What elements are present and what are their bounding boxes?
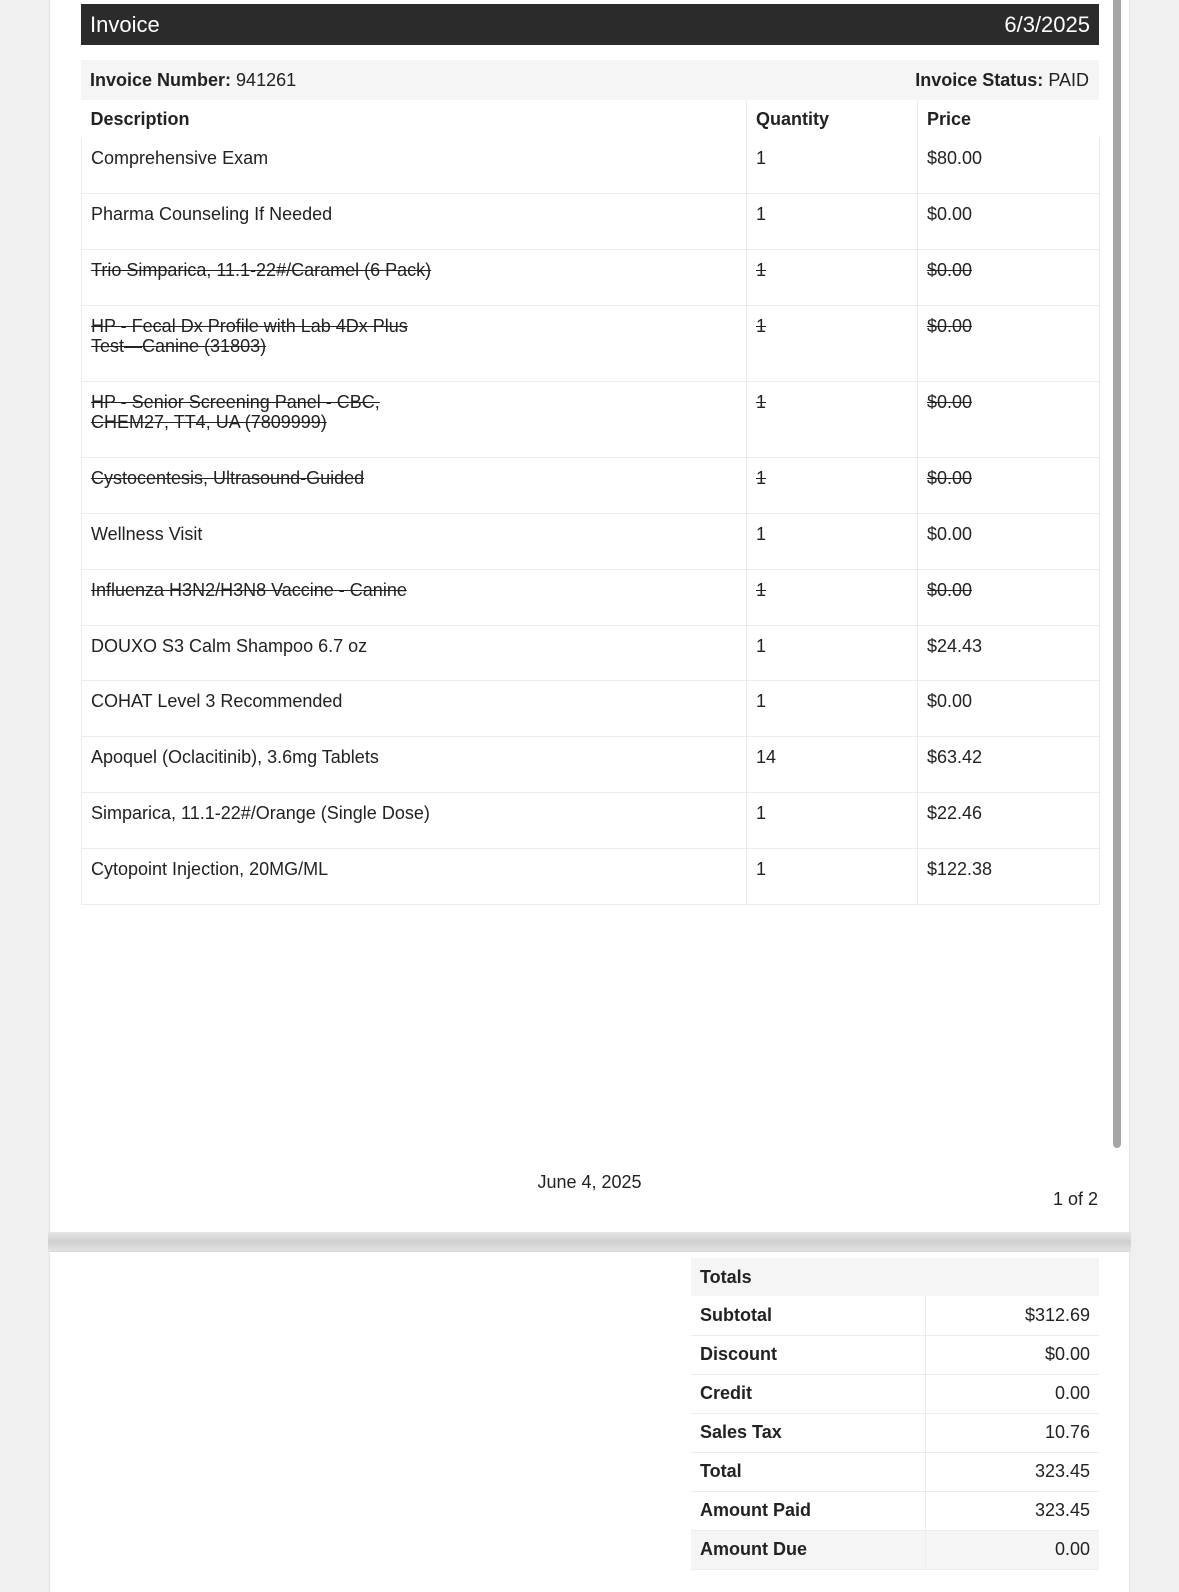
totals-table xyxy=(691,1258,1099,1570)
item-quantity: 14 xyxy=(747,736,918,792)
totals-title: Totals xyxy=(691,1258,1099,1296)
totals-value: 0.00 xyxy=(925,1530,1099,1569)
table-row xyxy=(82,305,1100,381)
table-row xyxy=(82,736,1100,792)
invoice-status-value: PAID xyxy=(1048,69,1089,90)
item-price: $0.00 xyxy=(918,249,1100,305)
item-price: $0.00 xyxy=(918,569,1100,625)
totals-row xyxy=(691,1452,1099,1491)
table-row xyxy=(82,381,1100,457)
item-description: HP - Senior Screening Panel - CBC, CHEM27, TT4, UA (7809999) xyxy=(82,381,747,457)
item-description: Influenza H3N2/H3N8 Vaccine - Canine xyxy=(82,569,747,625)
totals-value: $312.69 xyxy=(925,1296,1099,1335)
item-price: $0.00 xyxy=(918,513,1100,569)
item-price: $63.42 xyxy=(918,736,1100,792)
item-quantity: 1 xyxy=(747,680,918,736)
item-quantity: 1 xyxy=(747,569,918,625)
column-header-description: Description xyxy=(82,100,747,138)
line-items-body xyxy=(82,138,1100,904)
item-description: Cystocentesis, Ultrasound-Guided xyxy=(82,457,747,513)
item-price: $80.00 xyxy=(918,138,1100,193)
totals-row xyxy=(691,1296,1099,1335)
item-quantity: 1 xyxy=(747,249,918,305)
totals-label: Sales Tax xyxy=(691,1413,925,1452)
totals-label: Total xyxy=(691,1452,925,1491)
table-row xyxy=(82,249,1100,305)
page-number: 1 of 2 xyxy=(1052,1189,1098,1209)
invoice-title-bar xyxy=(81,4,1099,45)
totals-value: 0.00 xyxy=(925,1374,1099,1413)
invoice-status-label: Invoice Status: xyxy=(915,69,1044,90)
item-description: Pharma Counseling If Needed xyxy=(82,193,747,249)
item-quantity: 1 xyxy=(747,305,918,381)
totals-label: Amount Due xyxy=(691,1530,925,1569)
totals-row xyxy=(691,1335,1099,1374)
totals-row xyxy=(691,1491,1099,1530)
item-description: COHAT Level 3 Recommended xyxy=(82,680,747,736)
item-quantity: 1 xyxy=(747,457,918,513)
item-price: $122.38 xyxy=(918,848,1100,904)
scrollbar-thumb[interactable] xyxy=(1113,0,1121,1148)
invoice-page-2 xyxy=(50,1252,1129,1592)
totals-header-row xyxy=(691,1258,1099,1296)
totals-label: Credit xyxy=(691,1374,925,1413)
invoice-date: 6/3/2025 xyxy=(1004,11,1090,37)
invoice-info-row xyxy=(81,60,1099,100)
item-price: $0.00 xyxy=(918,193,1100,249)
invoice-status xyxy=(915,70,1089,91)
totals-row xyxy=(691,1374,1099,1413)
item-price: $22.46 xyxy=(918,792,1100,848)
table-header-row xyxy=(82,100,1100,138)
item-quantity: 1 xyxy=(747,381,918,457)
item-description: Simparica, 11.1-22#/Orange (Single Dose) xyxy=(82,792,747,848)
totals-label: Subtotal xyxy=(691,1296,925,1335)
item-quantity: 1 xyxy=(747,193,918,249)
totals-value: 10.76 xyxy=(925,1413,1099,1452)
totals-value: 323.45 xyxy=(925,1452,1099,1491)
invoice-number xyxy=(90,70,296,91)
totals-value: $0.00 xyxy=(925,1335,1099,1374)
item-description: Cytopoint Injection, 20MG/ML xyxy=(82,848,747,904)
column-header-quantity: Quantity xyxy=(747,100,918,138)
item-description: Wellness Visit xyxy=(82,513,747,569)
table-row xyxy=(82,625,1100,680)
item-description: Comprehensive Exam xyxy=(82,138,747,193)
totals-value: 323.45 xyxy=(925,1491,1099,1530)
totals-row xyxy=(691,1413,1099,1452)
totals-body xyxy=(691,1296,1099,1569)
item-description: HP - Fecal Dx Profile with Lab 4Dx Plus Test—Canine (31803) xyxy=(82,305,747,381)
item-price: $0.00 xyxy=(918,305,1100,381)
page-separator xyxy=(48,1232,1131,1252)
table-row xyxy=(82,792,1100,848)
invoice-number-label: Invoice Number: xyxy=(90,69,232,90)
item-quantity: 1 xyxy=(747,848,918,904)
item-price: $0.00 xyxy=(918,457,1100,513)
table-row xyxy=(82,138,1100,193)
table-row xyxy=(82,193,1100,249)
item-description: Apoquel (Oclacitinib), 3.6mg Tablets xyxy=(82,736,747,792)
table-row xyxy=(82,680,1100,736)
item-quantity: 1 xyxy=(747,513,918,569)
invoice-title: Invoice xyxy=(90,11,160,37)
item-price: $0.00 xyxy=(918,381,1100,457)
item-quantity: 1 xyxy=(747,792,918,848)
table-row xyxy=(82,848,1100,904)
item-quantity: 1 xyxy=(747,138,918,193)
table-row xyxy=(82,569,1100,625)
invoice-page-1 xyxy=(50,0,1129,1232)
table-row xyxy=(82,513,1100,569)
footer-date: June 4, 2025 xyxy=(537,1172,642,1192)
line-items-table xyxy=(81,100,1100,905)
table-row xyxy=(82,457,1100,513)
invoice-number-value: 941261 xyxy=(236,69,297,90)
item-price: $24.43 xyxy=(918,625,1100,680)
item-description: Trio Simparica, 11.1-22#/Caramel (6 Pack) xyxy=(82,249,747,305)
totals-label: Discount xyxy=(691,1335,925,1374)
totals-row xyxy=(691,1530,1099,1569)
item-description: DOUXO S3 Calm Shampoo 6.7 oz xyxy=(82,625,747,680)
column-header-price: Price xyxy=(927,108,972,129)
item-quantity: 1 xyxy=(747,625,918,680)
item-price: $0.00 xyxy=(918,680,1100,736)
totals-label: Amount Paid xyxy=(691,1491,925,1530)
